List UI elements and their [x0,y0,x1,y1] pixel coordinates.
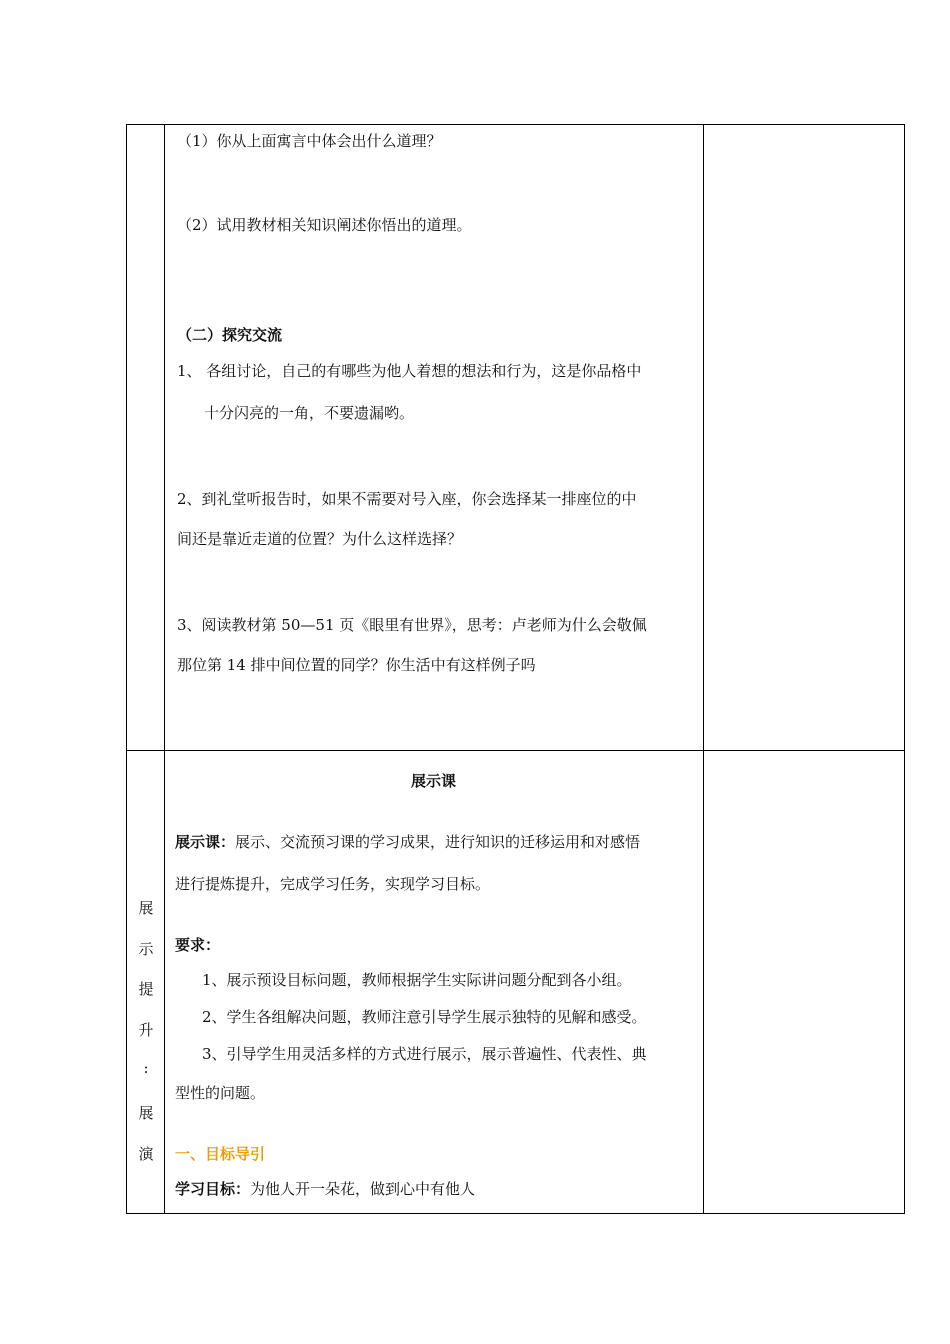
question-2: （2）试用教材相关知识阐述你悟出的道理。 [177,216,472,234]
side-label-char: 升 [138,1021,154,1039]
side-label-char: : [143,1059,149,1077]
row-divider [127,750,904,751]
intro-line-1 [175,832,640,852]
requirement-3-line-2: 型性的问题。 [175,1084,266,1102]
side-label-char: 提 [138,980,154,998]
side-label-char: 展 [138,1104,154,1122]
showcase-heading: 展示课 [411,772,457,790]
column-divider-right [703,125,704,1213]
item-2-line-1: 2、到礼堂听报告时，如果不需要对号入座，你会选择某一排座位的中 [177,490,637,508]
requirements-label: 要求： [175,936,221,954]
side-label-char: 演 [138,1145,154,1163]
intro-text: 展示、交流预习课的学习成果，进行知识的迁移运用和对感悟 [235,833,641,851]
column-divider-left [164,125,165,1213]
requirement-2: 2、学生各组解决问题，教师注意引导学生展示独特的见解和感受。 [202,1008,647,1026]
item-3-line-1: 3、阅读教材第 50—51 页《眼里有世界》，思考：卢老师为什么会敬佩 [177,616,647,634]
goal-text: 为他人开一朵花，做到心中有他人 [250,1180,476,1198]
requirement-3-line-1: 3、引导学生用灵活多样的方式进行展示，展示普遍性、代表性、典 [202,1045,647,1063]
goal-label: 学习目标： [175,1180,251,1198]
goal-line [175,1179,475,1199]
intro-line-2: 进行提炼提升，完成学习任务，实现学习目标。 [175,875,491,893]
question-1: （1）你从上面寓言中体会出什么道理？ [177,132,442,150]
item-2-line-2: 间还是靠近走道的位置？为什么这样选择？ [177,530,463,548]
item-3-line-2: 那位第 14 排中间位置的同学？你生活中有这样例子吗 [177,656,536,674]
section-title-explore: （二）探究交流 [177,326,283,344]
item-1-line-1: 1、 各组讨论，自己的有哪些为他人着想的想法和行为，这是你品格中 [177,362,642,380]
lesson-table [126,124,905,1214]
requirement-1: 1、展示预设目标问题，教师根据学生实际讲问题分配到各小组。 [202,971,632,989]
side-label-char: 示 [138,940,154,958]
side-label-char: 展 [138,899,154,917]
item-1-line-2: 十分闪亮的一角，不要遗漏哟。 [204,404,415,422]
goal-section-title: 一、目标导引 [175,1145,266,1163]
intro-label: 展示课： [175,833,236,851]
